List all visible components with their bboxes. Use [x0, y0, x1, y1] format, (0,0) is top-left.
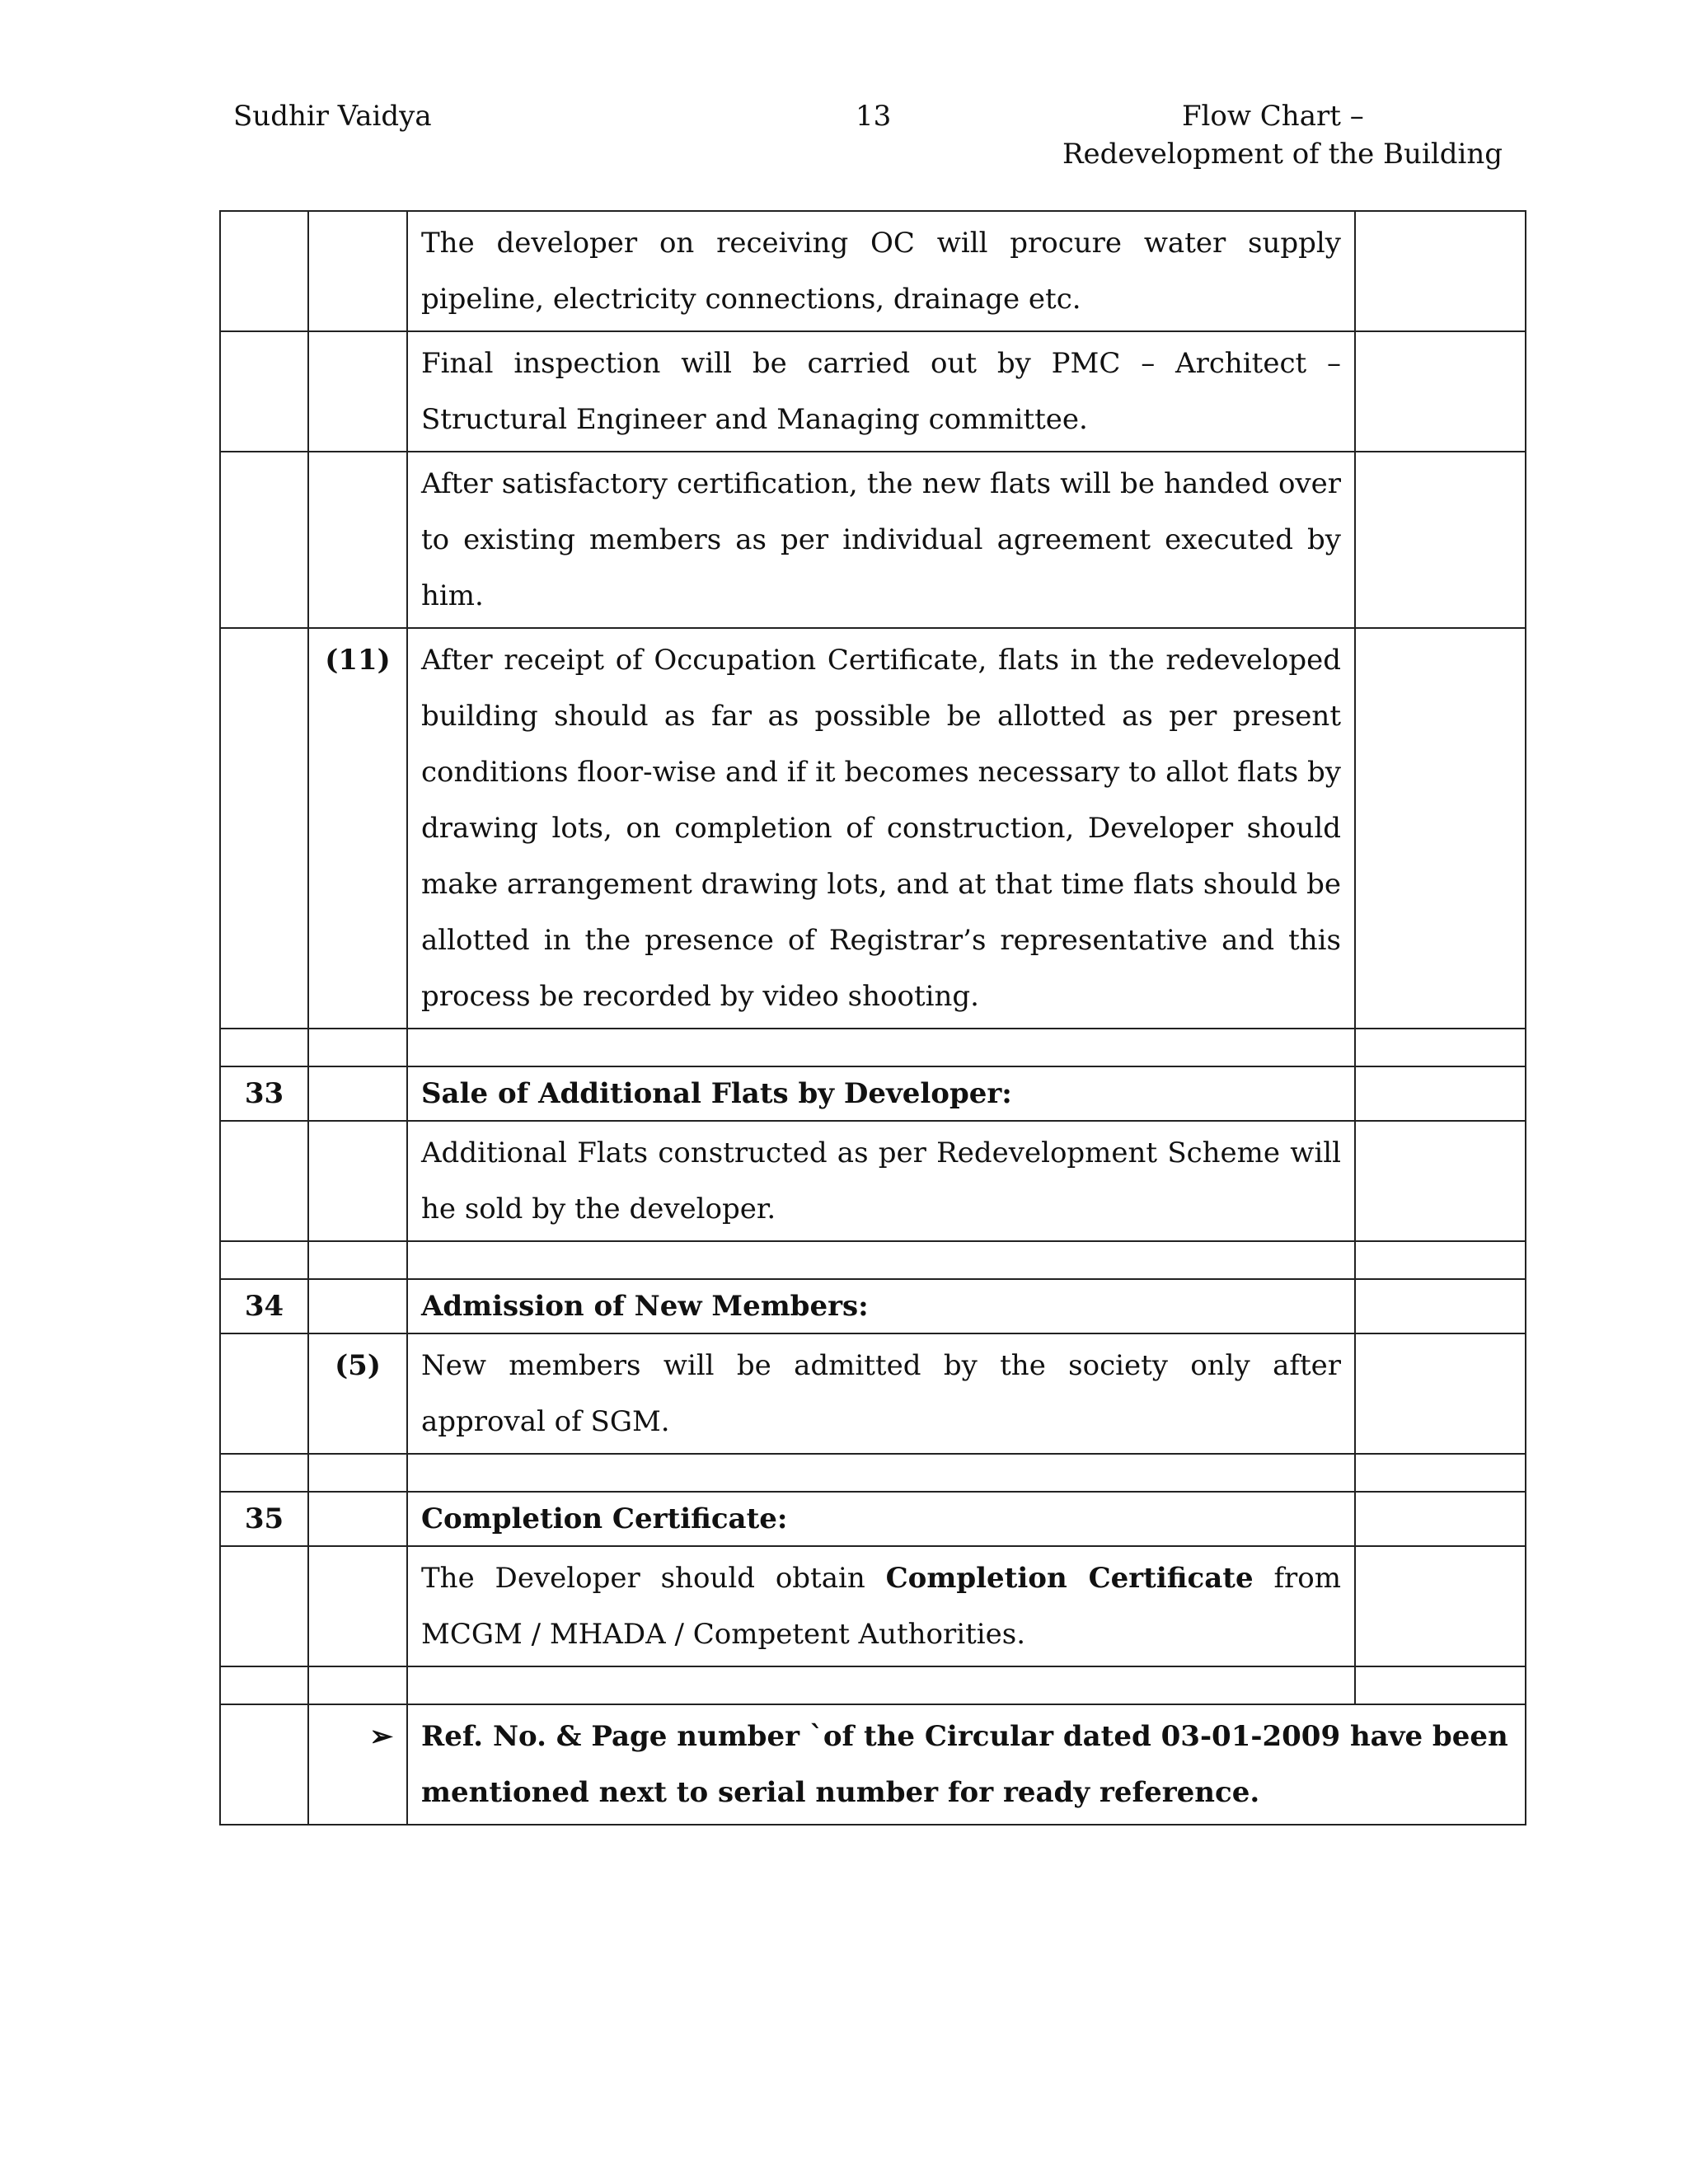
remarks-cell [1355, 211, 1526, 331]
description-cell: New members will be admitted by the society only after approval of SGM. [407, 1333, 1355, 1454]
serial-cell [220, 452, 308, 628]
remarks-cell [1355, 628, 1526, 1029]
table-row [220, 211, 1526, 331]
header-author: Sudhir Vaidya [233, 100, 432, 133]
remarks-cell [1355, 1546, 1526, 1666]
serial-cell: 33 [220, 1066, 308, 1121]
section-heading: Completion Certificate: [407, 1492, 1355, 1546]
arrow-bullet-icon: ➢ [308, 1704, 407, 1825]
table-spacer-row [220, 1666, 1526, 1704]
header-title [1062, 97, 1503, 173]
description-cell: Final inspection will be carried out by PMC – Architect – Structural Engineer and Managing committee. [407, 331, 1355, 452]
serial-cell: 35 [220, 1492, 308, 1546]
table-row [220, 1121, 1526, 1241]
serial-cell [220, 211, 308, 331]
table-row [220, 628, 1526, 1029]
remarks-cell [1355, 1066, 1526, 1121]
serial-cell [220, 1546, 308, 1666]
ref-cell: (5) [308, 1333, 407, 1454]
section-34-heading-row [220, 1279, 1526, 1333]
header-page-number: 13 [856, 100, 892, 133]
description-cell: After satisfactory certification, the new flats will be handed over to existing members as per individual agreement executed by him. [407, 452, 1355, 628]
ref-cell [308, 1121, 407, 1241]
text-segment: from MCGM / MHADA / Competent Authorities. [421, 1562, 1342, 1651]
serial-cell [220, 1121, 308, 1241]
header-title-line2: Redevelopment of the Building [1062, 138, 1503, 171]
bold-text-segment: Completion Certificate [885, 1562, 1254, 1595]
table-row [220, 331, 1526, 452]
remarks-cell [1355, 331, 1526, 452]
section-35-heading-row [220, 1492, 1526, 1546]
table-spacer-row [220, 1454, 1526, 1492]
reference-note: Ref. No. & Page number `of the Circular dated 03-01-2009 have been mentioned next to serial number for ready reference. [407, 1704, 1526, 1825]
text-segment: The Developer should obtain [421, 1562, 886, 1595]
serial-cell [220, 1333, 308, 1454]
serial-cell: 34 [220, 1279, 308, 1333]
remarks-cell [1355, 452, 1526, 628]
header-title-line1: Flow Chart – [1181, 100, 1364, 133]
remarks-cell [1355, 1279, 1526, 1333]
remarks-cell [1355, 1492, 1526, 1546]
ref-cell [308, 331, 407, 452]
flow-chart-table [219, 210, 1526, 1825]
section-heading: Admission of New Members: [407, 1279, 1355, 1333]
description-cell [407, 1546, 1355, 1666]
serial-cell [220, 331, 308, 452]
ref-cell [308, 452, 407, 628]
ref-cell: (11) [308, 628, 407, 1029]
table-row [220, 1546, 1526, 1666]
ref-cell [308, 211, 407, 331]
description-cell: The developer on receiving OC will procure water supply pipeline, electricity connections, drainage etc. [407, 211, 1355, 331]
description-cell: Additional Flats constructed as per Redevelopment Scheme will he sold by the developer. [407, 1121, 1355, 1241]
serial-cell [220, 628, 308, 1029]
serial-cell [220, 1704, 308, 1825]
table-spacer-row [220, 1029, 1526, 1066]
remarks-cell [1355, 1333, 1526, 1454]
description-cell: After receipt of Occupation Certificate, flats in the redeveloped building should as far as possible be allotted as per present conditions floor-wise and if it becomes necessary to allot flats by drawing lots, on completion of construction, Developer should make arrangement drawing lots, and at that time flats should be allotted in the presence of Registrar’s representative and this process be recorded by video shooting. [407, 628, 1355, 1029]
ref-cell [308, 1066, 407, 1121]
table-row [220, 452, 1526, 628]
note-row [220, 1704, 1526, 1825]
table-row [220, 1333, 1526, 1454]
table-spacer-row [220, 1241, 1526, 1279]
ref-cell [308, 1546, 407, 1666]
page-header [233, 97, 1503, 180]
section-heading: Sale of Additional Flats by Developer: [407, 1066, 1355, 1121]
section-33-heading-row [220, 1066, 1526, 1121]
ref-cell [308, 1492, 407, 1546]
remarks-cell [1355, 1121, 1526, 1241]
ref-cell [308, 1279, 407, 1333]
